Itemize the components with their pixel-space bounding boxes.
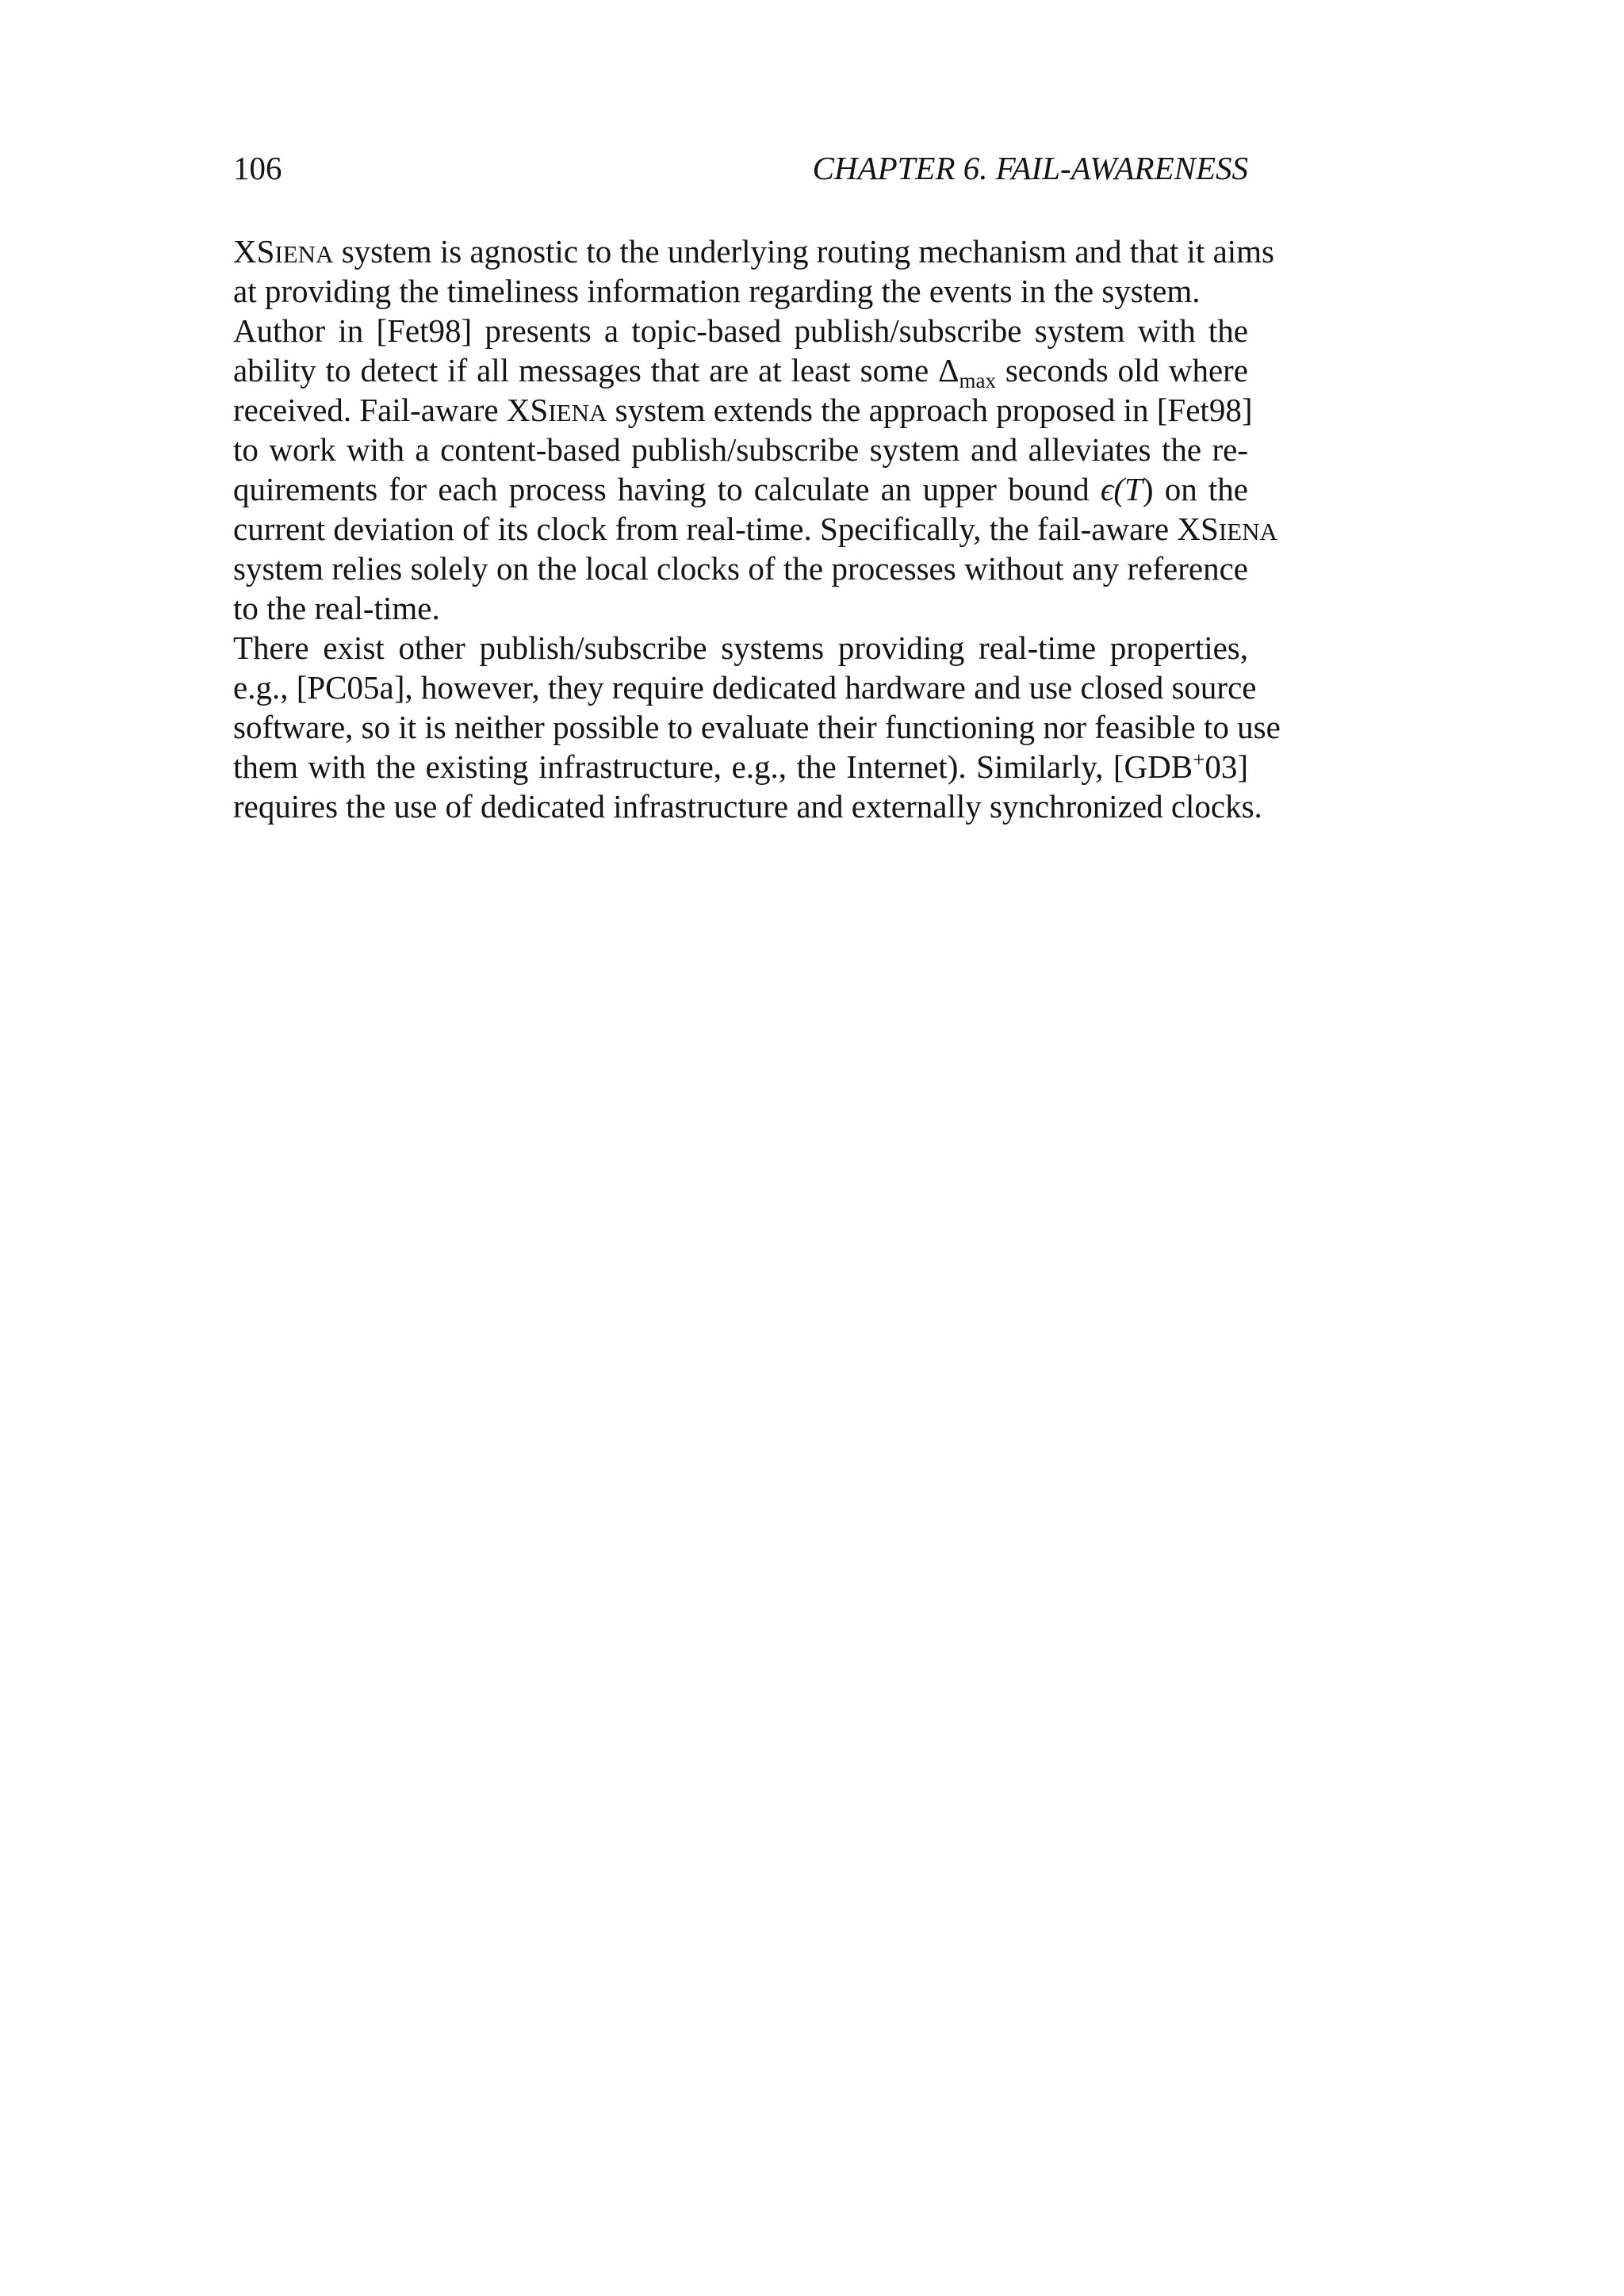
running-header <box>233 144 1248 192</box>
text-line: requires the use of dedicated infrastructure and externally synchronized clocks. <box>233 788 1262 825</box>
text-line: software, so it is neither possible to evaluate their functioning nor feasible to use <box>233 709 1281 745</box>
text-line: There exist other publish/subscribe systems providing real-time properties, <box>233 629 1248 666</box>
text-line: at providing the timeliness information regarding the events in the system. <box>233 273 1201 309</box>
text-line: XSIENA system is agnostic to the underlying routing mechanism and that it aims <box>233 233 1275 270</box>
epsilon-t-symbol: ϵ(T) <box>1100 471 1154 507</box>
text-line: received. Fail-aware XSIENA system extends the approach proposed in [Fet98] <box>233 392 1253 428</box>
text-line: to work with a content-based publish/subscribe system and alleviates the re- <box>233 431 1248 468</box>
system-name: XSIENA <box>506 392 607 428</box>
text-line: e.g., [PC05a], however, they require dedicated hardware and use closed source <box>233 669 1257 706</box>
text-line: ability to detect if all messages that are at least some $\Delta_{max}$ seconds old where <box>233 352 1249 392</box>
chapter-title: CHAPTER 6. FAIL-AWARENESS <box>812 150 1248 186</box>
text-line: current deviation of its clock from real-time. Specifically, the fail-aware XSIENA <box>233 511 1277 547</box>
text-line: Author in [Fet98] presents a topic-based publish/subscribe system with the <box>233 312 1248 349</box>
superscript-plus: + <box>1193 748 1205 771</box>
text-line: them with the existing infrastructure, e.g., the Internet). Similarly, [GDB+03] <box>233 748 1248 785</box>
text-line: system relies solely on the local clocks of the processes without any reference <box>233 550 1248 587</box>
text-line: quirements for each process having to calculate an upper bound ϵ(T) on the <box>233 471 1248 507</box>
delta-max-symbol: $\Delta_{max}$ <box>938 352 996 392</box>
system-name: XSIENA <box>233 233 334 270</box>
system-name: XSIENA <box>1177 511 1277 547</box>
page-number: 106 <box>233 150 282 186</box>
text-line: to the real-time. <box>233 590 440 626</box>
body-text <box>233 232 1281 826</box>
